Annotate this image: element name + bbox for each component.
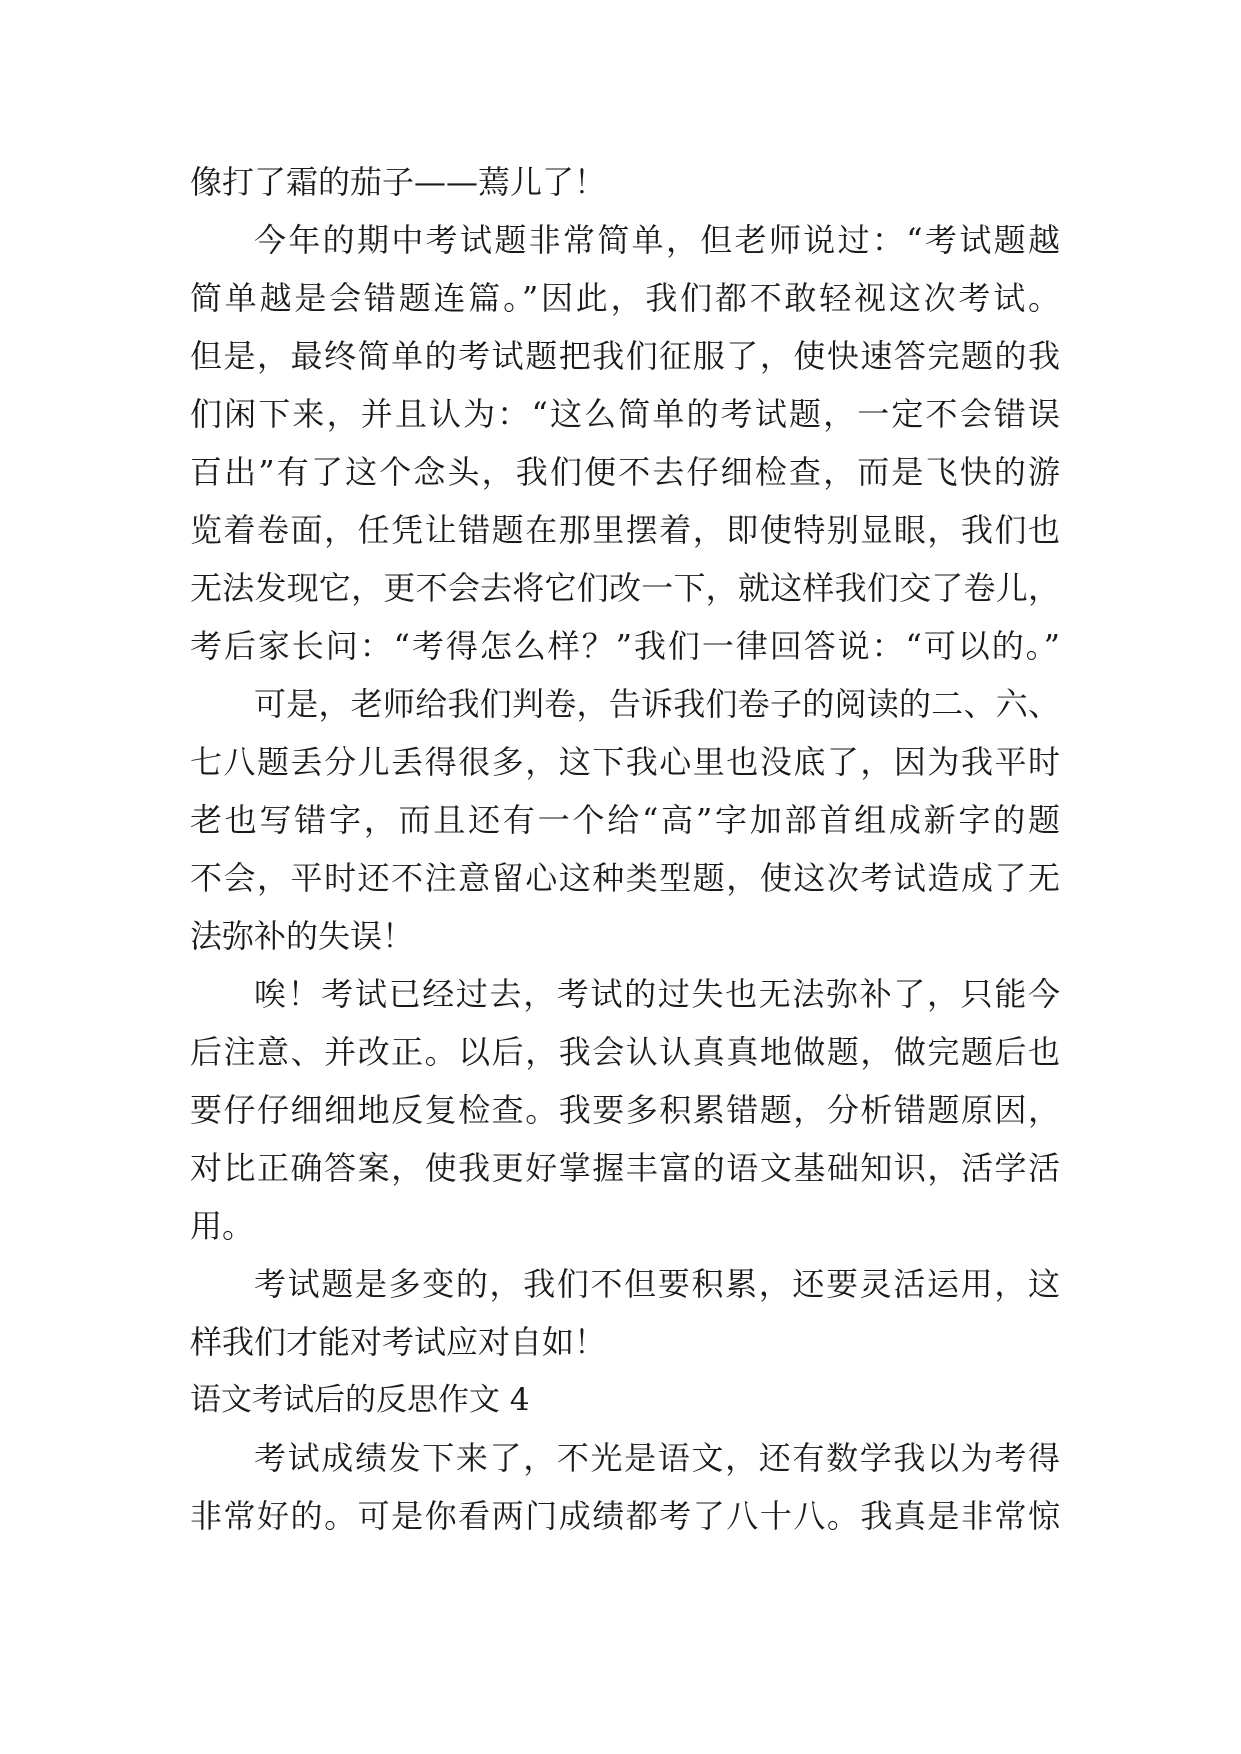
text-line: 像打了霜的茄子——蔫儿了！ bbox=[190, 163, 607, 201]
text-line: 对比正确答案，使我更好掌握丰富的语文基础知识，活学活 bbox=[190, 1149, 1060, 1187]
text-line: 法弥补的失误！ bbox=[190, 917, 415, 955]
text-line: 用。 bbox=[190, 1207, 255, 1245]
document-body bbox=[190, 158, 1060, 1550]
text-line: 老也写错字，而且还有一个给“高”字加部首组成新字的题 bbox=[190, 801, 1060, 839]
text-line: 无法发现它，更不会去将它们改一下，就这样我们交了卷儿， bbox=[190, 569, 1060, 607]
text-line: 考试题是多变的，我们不但要积累，还要灵活运用，这 bbox=[254, 1265, 1060, 1303]
text-line: 七八题丢分儿丢得很多，这下我心里也没底了，因为我平时 bbox=[190, 743, 1060, 781]
text-line: 今年的期中考试题非常简单，但老师说过：“考试题越 bbox=[254, 221, 1060, 259]
text-line: 览着卷面，任凭让错题在那里摆着，即使特别显眼，我们也 bbox=[190, 511, 1060, 549]
text-line: 们闲下来，并且认为：“这么简单的考试题，一定不会错误 bbox=[190, 395, 1060, 433]
text-line: 要仔仔细细地反复检查。我要多积累错题，分析错题原因， bbox=[190, 1091, 1060, 1129]
section-heading: 语文考试后的反思作文 4 bbox=[190, 1382, 530, 1418]
text-line: 简单越是会错题连篇。”因此，我们都不敢轻视这次考试。 bbox=[190, 279, 1060, 317]
text-line: 但是，最终简单的考试题把我们征服了，使快速答完题的我 bbox=[190, 337, 1060, 375]
text-line: 唉！考试已经过去，考试的过失也无法弥补了，只能今 bbox=[254, 975, 1060, 1013]
text-line: 后注意、并改正。以后，我会认认真真地做题，做完题后也 bbox=[190, 1033, 1060, 1071]
text-line: 不会，平时还不注意留心这种类型题，使这次考试造成了无 bbox=[190, 859, 1060, 897]
text-line: 考后家长问：“考得怎么样？”我们一律回答说：“可以的。” bbox=[190, 627, 1060, 665]
text-line: 百出”有了这个念头，我们便不去仔细检查，而是飞快的游 bbox=[190, 453, 1060, 491]
text-line: 样我们才能对考试应对自如！ bbox=[190, 1323, 607, 1361]
text-line: 可是，老师给我们判卷，告诉我们卷子的阅读的二、六、 bbox=[254, 685, 1060, 723]
text-line: 非常好的。可是你看两门成绩都考了八十八。我真是非常惊 bbox=[190, 1497, 1060, 1535]
text-line: 考试成绩发下来了，不光是语文，还有数学我以为考得 bbox=[254, 1439, 1060, 1477]
